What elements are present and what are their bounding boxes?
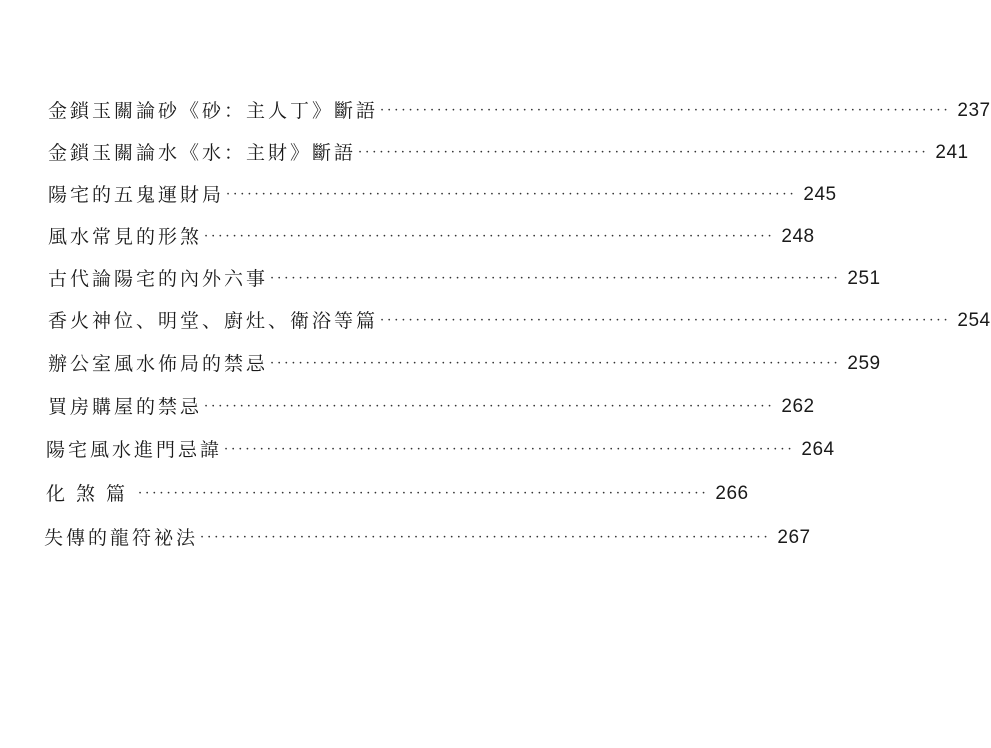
toc-entry-page: 267 xyxy=(777,527,811,548)
toc-entry-page: 237 xyxy=(957,100,991,121)
toc-entry-page: 251 xyxy=(847,268,881,289)
toc-entry[interactable] xyxy=(48,260,881,290)
toc-entry-page: 245 xyxy=(803,184,837,205)
toc-entry-title: 失傳的龍符祕法 xyxy=(44,527,199,549)
toc-dot-leader: ················································································ xyxy=(380,103,951,118)
toc-entry-title: 陽宅的五鬼運財局 xyxy=(48,184,225,206)
toc-dot-leader: ················································································ xyxy=(358,145,929,160)
toc-entry[interactable] xyxy=(48,176,837,206)
toc-entry-page: 254 xyxy=(957,310,991,331)
toc-entry-page: 259 xyxy=(847,353,881,374)
toc-entry-title: 風水常見的形煞 xyxy=(48,226,203,248)
toc-entry-title: 辦公室風水佈局的禁忌 xyxy=(48,353,269,375)
toc-entry-title: 化煞篇 xyxy=(46,483,137,505)
toc-entry[interactable] xyxy=(48,302,991,332)
toc-dot-leader: ················································································ xyxy=(204,229,775,244)
toc-dot-leader: ················································································ xyxy=(224,442,795,457)
toc-dot-leader: ················································································ xyxy=(270,271,841,286)
toc-dot-leader: ················································································ xyxy=(138,486,709,501)
toc-entry-title: 香火神位、明堂、廚灶、衛浴等篇 xyxy=(48,310,379,332)
toc-entry-title: 買房購屋的禁忌 xyxy=(48,396,203,418)
toc-dot-leader: ················································································ xyxy=(200,530,771,545)
toc-dot-leader: ················································································ xyxy=(204,399,775,414)
toc-entry[interactable] xyxy=(46,475,749,505)
toc-dot-leader: ················································································ xyxy=(226,187,797,202)
toc-entry[interactable] xyxy=(48,134,969,164)
toc-entry-title: 金鎖玉關論水《水：主財》斷語 xyxy=(48,142,357,164)
toc-entry[interactable] xyxy=(48,92,991,122)
toc-entry-title: 陽宅風水進門忌諱 xyxy=(46,439,223,461)
toc-entry[interactable] xyxy=(48,345,881,375)
toc-entry-title: 金鎖玉關論砂《砂：主人丁》斷語 xyxy=(48,100,379,122)
toc-entry[interactable] xyxy=(44,519,811,549)
toc-entry[interactable] xyxy=(48,388,815,418)
toc-dot-leader: ················································································ xyxy=(270,356,841,371)
toc-entry-title: 古代論陽宅的內外六事 xyxy=(48,268,269,290)
toc-dot-leader: ················································································ xyxy=(380,313,951,328)
toc-entry-page: 241 xyxy=(935,142,969,163)
toc-entry-page: 264 xyxy=(801,439,835,460)
toc-entry[interactable] xyxy=(48,218,815,248)
toc-entry[interactable] xyxy=(46,431,835,461)
toc-entry-page: 262 xyxy=(781,396,815,417)
toc-entry-page: 248 xyxy=(781,226,815,247)
toc-entry-page: 266 xyxy=(715,483,749,504)
